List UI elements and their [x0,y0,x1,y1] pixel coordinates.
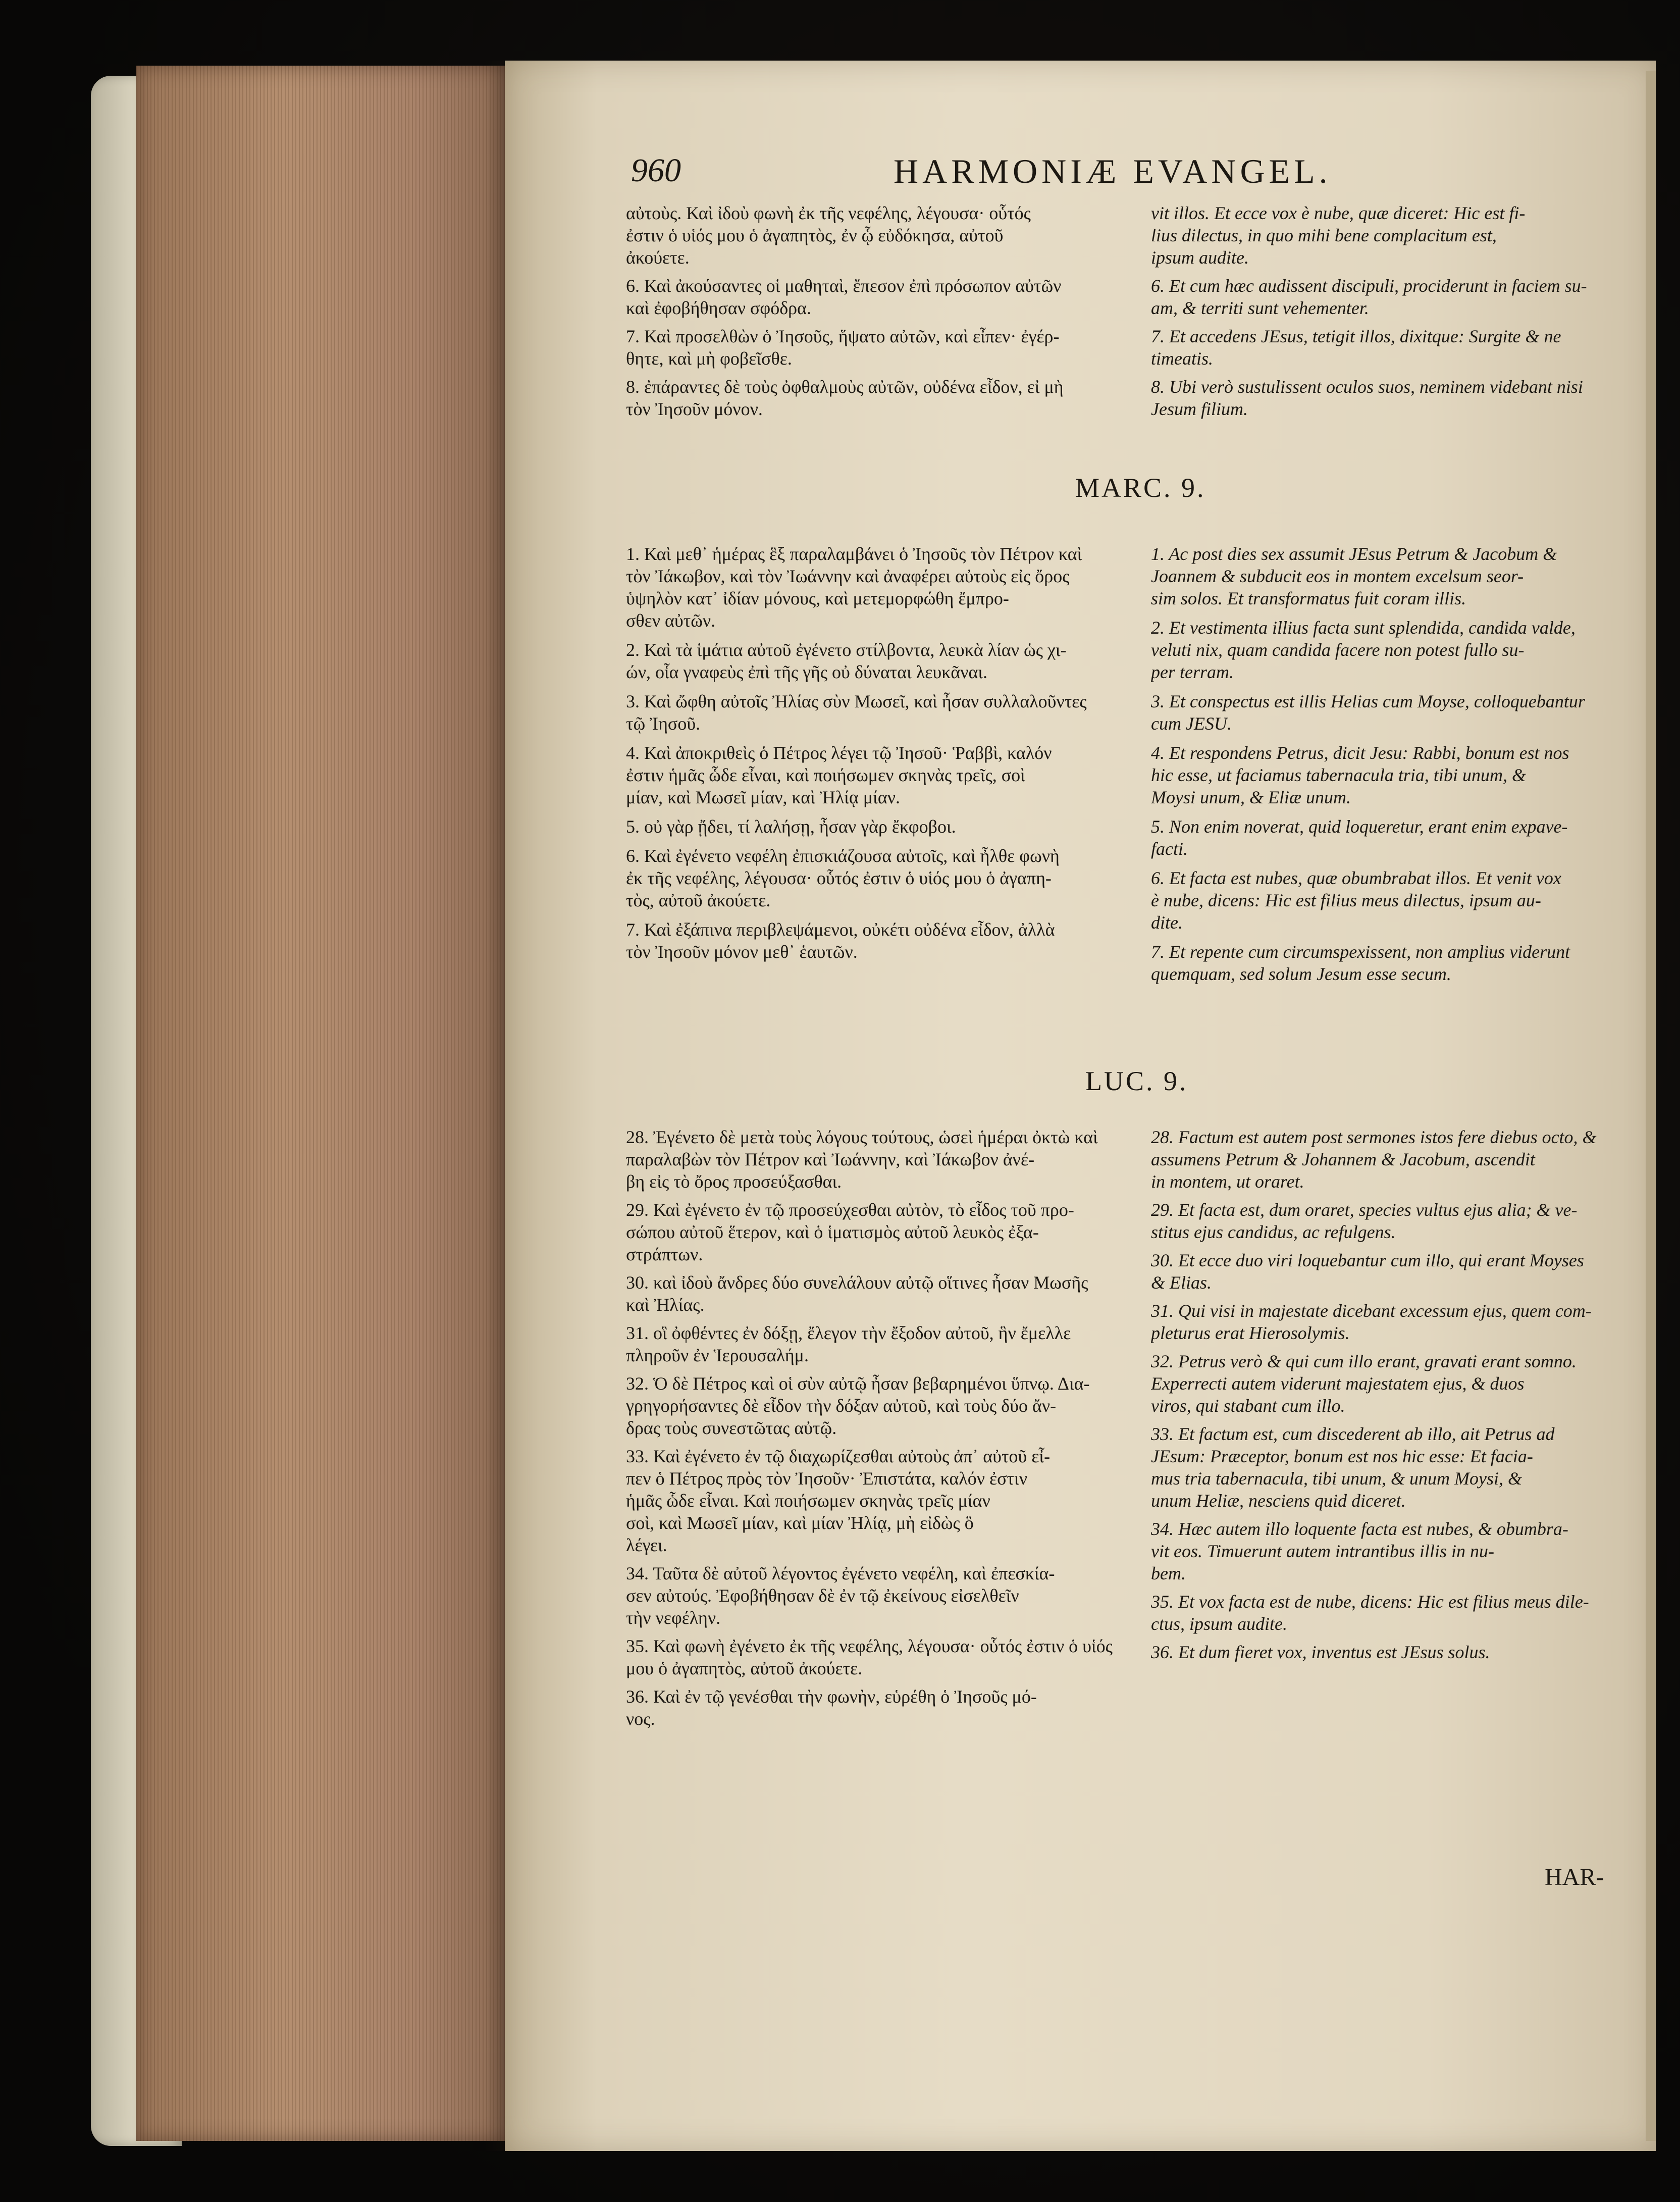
text-line: assumens Petrum & Johannem & Jacobum, ascendit [1151,1149,1535,1169]
verse-block [626,202,1141,269]
text-line: 7. Et repente cum circumspexissent, non amplius viderunt [1151,942,1570,962]
text-line: ἐστιν ἡμᾶς ὧδε εἶναι, καὶ ποιήσωμεν σκηνὰς τρεῖς, σοὶ [626,765,1025,785]
verse-block [1151,376,1631,420]
verse-block [1151,1591,1631,1635]
verse-block [626,1271,1141,1316]
text-line: τὸν Ἰησοῦν μόνον μεθ᾽ ἑαυτῶν. [626,942,858,962]
verse-block [1151,690,1631,735]
text-line: σεν αὐτούς. Ἐφοβήθησαν δὲ ἐν τῷ ἐκείνους εἰσελθεῖν [626,1585,1019,1606]
text-line: 35. Et vox facta est de nube, dicens: Hic est filius meus dile- [1151,1592,1589,1612]
text-line: ἐστιν ὁ υἱός μου ὁ ἀγαπητὸς, ἐν ᾧ εὐδόκησα, αὐτοῦ [626,225,1004,245]
text-line: τὸν Ἰάκωβον, καὶ τὸν Ἰωάννην καὶ ἀναφέρει αὐτοὺς εἰς ὄρος [626,566,1070,586]
verse-block [626,1635,1141,1679]
text-line: 5. οὐ γὰρ ᾔδει, τί λαλήσῃ, ἦσαν γὰρ ἔκφοβοι. [626,816,956,837]
text-line: λέγει. [626,1535,667,1555]
text-line: 2. Καὶ τὰ ἱμάτια αὐτοῦ ἐγένετο στίλβοντα, λευκὰ λίαν ὡς χι- [626,640,1067,660]
marc-latin-column [1151,543,1631,992]
text-line: 29. Et facta est, dum oraret, species vultus ejus alia; & ve- [1151,1200,1578,1220]
verse-block [1151,543,1631,609]
verse-block [626,845,1141,911]
text-line: 36. Καὶ ἐν τῷ γενέσθαι τὴν φωνὴν, εὑρέθη ὁ Ἰησοῦς μό- [626,1686,1037,1707]
section-heading-luc: LUC. 9. [1085,1066,1188,1096]
page-right-edge [1646,71,1656,2141]
text-line: 36. Et dum fieret vox, inventus est JEsus solus. [1151,1642,1490,1662]
text-line: viros, qui stabant cum illo. [1151,1396,1345,1416]
text-line: veluti nix, quam candida facere non potest fullo su- [1151,640,1525,660]
text-line: 33. Et factum est, cum discederent ab illo, ait Petrus ad [1151,1424,1555,1444]
text-line: 6. Et cum hæc audissent discipuli, prociderunt in faciem su- [1151,276,1587,296]
text-line: 8. ἐπάραντες δὲ τοὺς ὀφθαλμοὺς αὐτῶν, οὐδένα εἶδον, εἰ μὴ [626,377,1064,397]
text-line: 6. Καὶ ἀκούσαντες οἱ μαθηταὶ, ἔπεσον ἐπὶ πρόσωπον αὐτῶν [626,276,1062,296]
text-line: ipsum audite. [1151,247,1249,268]
text-line: unum Heliæ, nesciens quid diceret. [1151,1491,1406,1511]
text-line: βη εἰς τὸ ὄρος προσεύξασθαι. [626,1171,842,1192]
verse-block [626,815,1141,838]
text-line: σοὶ, καὶ Μωσεῖ μίαν, καὶ μίαν Ἠλίᾳ, μὴ εἰδὼς ὃ [626,1513,974,1533]
page-header [631,151,1590,197]
text-line: 30. καὶ ἰδοὺ ἄνδρες δύο συνελάλουν αὐτῷ οἵτινες ἦσαν Μωσῆς [626,1272,1088,1293]
text-line: ών, οἷα γναφεὺς ἐπὶ τῆς γῆς οὐ δύναται λευκᾶναι. [626,662,988,682]
matthew-greek-column [626,202,1141,426]
text-line: & Elias. [1151,1272,1212,1293]
luc-greek-column [626,1126,1141,1736]
text-line: 3. Καὶ ὤφθη αὐτοῖς Ἠλίας σὺν Μωσεῖ, καὶ ἦσαν συλλαλοῦντες [626,691,1087,711]
text-line: τὴν νεφέλην. [626,1608,721,1628]
text-line: dite. [1151,912,1183,933]
text-line: quemquam, sed solum Jesum esse secum. [1151,964,1451,984]
verse-block [1151,1350,1631,1417]
text-line: 4. Καὶ ἀποκριθεὶς ὁ Πέτρος λέγει τῷ Ἰησοῦ· Ῥαββὶ, καλόν [626,743,1052,763]
text-line: JEsum: Præceptor, bonum est nos hic esse: Et facia- [1151,1446,1533,1466]
running-title: HARMONIÆ EVANGEL. [894,152,1332,190]
text-line: αὐτοὺς. Καὶ ἰδοὺ φωνὴ ἐκ τῆς νεφέλης, λέγουσα· οὗτός [626,203,1031,223]
verse-block [1151,325,1631,370]
text-line: stitus ejus candidus, ac refulgens. [1151,1222,1396,1242]
text-line: 5. Non enim noverat, quid loqueretur, erant enim expave- [1151,816,1568,837]
text-line: δρας τοὺς συνεστῶτας αὐτῷ. [626,1418,837,1438]
text-line: 31. Qui visi in majestate dicebant excessum ejus, quem com- [1151,1301,1592,1321]
marc-greek-column [626,543,1141,970]
verse-block [626,1126,1141,1193]
text-line: è nube, dicens: Hic est filius meus dilectus, ipsum au- [1151,890,1541,910]
text-line: vit eos. Timuerunt autem intrantibus illis in nu- [1151,1541,1495,1561]
page-block-edge [136,66,510,2141]
text-line: pleturus erat Hierosolymis. [1151,1323,1350,1343]
text-line: 6. Καὶ ἐγένετο νεφέλη ἐπισκιάζουσα αὐτοῖς, καὶ ἦλθε φωνὴ [626,846,1060,866]
text-line: ἀκούετε. [626,247,690,268]
verse-block [626,543,1141,632]
text-line: πεν ὁ Πέτρος πρὸς τὸν Ἰησοῦν· Ἐπιστάτα, καλόν ἐστιν [626,1468,1027,1489]
text-line: 28. Factum est autem post sermones istos fere diebus octo, & [1151,1127,1597,1147]
verse-block [626,742,1141,808]
verse-block [1151,275,1631,319]
text-line: 1. Καὶ μεθ᾽ ἡμέρας ἓξ παραλαμβάνει ὁ Ἰησοῦς τὸν Πέτρον καὶ [626,544,1082,564]
text-line: facti. [1151,839,1188,859]
text-line: sim solos. Et transformatus fuit coram illis. [1151,588,1466,608]
verse-block [1151,1249,1631,1294]
verse-block [626,1199,1141,1265]
page-number: 960 [631,152,681,189]
verse-block [1151,941,1631,985]
verse-block [1151,867,1631,934]
verse-block [1151,1641,1631,1663]
text-line: Joannem & subducit eos in montem excelsum seor- [1151,566,1524,586]
text-line: 2. Et vestimenta illius facta sunt splendida, candida valde, [1151,618,1576,638]
text-line: σθεν αὐτῶν. [626,610,716,631]
text-line: ἐκ τῆς νεφέλης, λέγουσα· οὗτός ἐστιν ὁ υἱός μου ὁ ἀγαπη- [626,868,1052,888]
verse-block [1151,815,1631,860]
text-line: timeatis. [1151,348,1213,369]
text-line: 34. Ταῦτα δὲ αὐτοῦ λέγοντος ἐγένετο νεφέλη, καὶ ἐπεσκία- [626,1563,1055,1583]
verse-block [626,639,1141,683]
text-line: Experrecti autem viderunt majestatem ejus, & duos [1151,1373,1525,1394]
verse-block [626,1562,1141,1629]
verse-block [626,275,1141,319]
verse-block [1151,1300,1631,1344]
text-line: lius dilectus, in quo mihi bene complacitum est, [1151,225,1497,245]
text-line: μίαν, καὶ Μωσεῖ μίαν, καὶ Ἠλίᾳ μίαν. [626,787,900,807]
text-line: 3. Et conspectus est illis Helias cum Moyse, colloquebantur [1151,691,1585,711]
text-line: in montem, ut oraret. [1151,1171,1304,1192]
luc-latin-column [1151,1126,1631,1669]
text-line: 7. Καὶ ἐξάπινα περιβλεψάμενοι, οὐκέτι οὐδένα εἶδον, ἀλλὰ [626,919,1055,940]
text-line: 7. Et accedens JEsus, tetigit illos, dixitque: Surgite & ne [1151,326,1561,346]
text-line: 8. Ubi verò sustulissent oculos suos, neminem videbant nisi [1151,377,1583,397]
verse-block [626,690,1141,735]
verse-block [1151,1126,1631,1193]
text-line: νος. [626,1709,655,1729]
verse-block [1151,1423,1631,1512]
text-line: 31. οἳ ὀφθέντες ἐν δόξῃ, ἔλεγον τὴν ἔξοδον αὐτοῦ, ἣν ἔμελλε [626,1323,1071,1343]
text-line: mus tria tabernacula, tibi unum, & unum Moysi, & [1151,1468,1522,1489]
text-line: bem. [1151,1563,1186,1583]
text-line: 28. Ἐγένετο δὲ μετὰ τοὺς λόγους τούτους, ὡσεὶ ἡμέραι ὀκτὼ καὶ [626,1127,1098,1147]
text-line: γρηγορήσαντες δὲ εἶδον τὴν δόξαν αὐτοῦ, καὶ τοὺς δύο ἄν- [626,1396,1057,1416]
text-line: ctus, ipsum audite. [1151,1614,1287,1634]
text-line: καὶ ἐφοβήθησαν σφόδρα. [626,298,811,318]
verse-block [626,1322,1141,1366]
text-line: 32. Ὁ δὲ Πέτρος καὶ οἱ σὺν αὐτῷ ἦσαν βεβαρημένοι ὕπνῳ. Δια- [626,1373,1090,1394]
text-line: τὸν Ἰησοῦν μόνον. [626,399,763,419]
verse-block [1151,617,1631,683]
text-line: 6. Et facta est nubes, quæ obumbrabat illos. Et venit vox [1151,868,1561,888]
text-line: 33. Καὶ ἐγένετο ἐν τῷ διαχωρίζεσθαι αὐτοὺς ἀπ᾽ αὐτοῦ εἶ- [626,1446,1051,1466]
verse-block [626,1445,1141,1556]
text-line: 7. Καὶ προσελθὼν ὁ Ἰησοῦς, ἥψατο αὐτῶν, καὶ εἶπεν· ἐγέρ- [626,326,1060,346]
text-line: στράπτων. [626,1244,703,1264]
text-line: 32. Petrus verò & qui cum illo erant, gravati erant somno. [1151,1351,1577,1371]
text-line: 1. Ac post dies sex assumit JEsus Petrum & Jacobum & [1151,544,1557,564]
verse-block [1151,1518,1631,1584]
matthew-latin-column [1151,202,1631,426]
text-line: vit illos. Et ecce vox è nube, quæ diceret: Hic est fi- [1151,203,1526,223]
verse-block [626,325,1141,370]
text-line: παραλαβὼν τὸν Πέτρον καὶ Ἰωάννην, καὶ Ἰάκωβον ἀνέ- [626,1149,1035,1169]
text-line: πληροῦν ἐν Ἱερουσαλήμ. [626,1345,809,1365]
verse-block [626,918,1141,963]
text-line: hic esse, ut faciamus tabernacula tria, tibi unum, & [1151,765,1526,785]
verse-block [1151,1199,1631,1243]
section-heading-marc: MARC. 9. [1075,473,1206,503]
catchword: HAR- [1545,1864,1604,1890]
text-line: τῷ Ἰησοῦ. [626,713,701,734]
text-line: ἡμᾶς ὧδε εἶναι. Καὶ ποιήσωμεν σκηνὰς τρεῖς μίαν [626,1491,990,1511]
text-line: Moysi unum, & Eliæ unum. [1151,787,1351,807]
verse-block [1151,202,1631,269]
text-line: per terram. [1151,662,1234,682]
text-line: ὑψηλὸν κατ᾽ ἰδίαν μόνους, καὶ μετεμορφώθη ἔμπρο- [626,588,1009,608]
text-line: 34. Hæc autem illo loquente facta est nubes, & obumbra- [1151,1519,1568,1539]
text-line: 35. Καὶ φωνὴ ἐγένετο ἐκ τῆς νεφέλης, λέγουσα· οὗτός ἐστιν ὁ υἱός [626,1636,1113,1656]
text-line: 4. Et respondens Petrus, dicit Jesu: Rabbi, bonum est nos [1151,743,1569,763]
verse-block [1151,742,1631,808]
text-line: σώπου αὐτοῦ ἕτερον, καὶ ὁ ἱματισμὸς αὐτοῦ λευκὸς ἐξα- [626,1222,1039,1242]
text-line: θητε, καὶ μὴ φοβεῖσθε. [626,348,792,369]
text-line: Jesum filium. [1151,399,1248,419]
text-line: τὸς, αὐτοῦ ἀκούετε. [626,890,771,910]
text-line: am, & territi sunt vehementer. [1151,298,1369,318]
verse-block [626,1685,1141,1730]
text-line: καὶ Ἠλίας. [626,1295,705,1315]
verse-block [626,1372,1141,1439]
text-line: 30. Et ecce duo viri loquebantur cum illo, qui erant Moyses [1151,1250,1584,1270]
text-line: 29. Καὶ ἐγένετο ἐν τῷ προσεύχεσθαι αὐτὸν, τὸ εἶδος τοῦ προ- [626,1200,1074,1220]
text-line: μου ὁ ἀγαπητὸς, αὐτοῦ ἀκούετε. [626,1658,863,1678]
verse-block [626,376,1141,420]
text-line: cum JESU. [1151,713,1232,734]
